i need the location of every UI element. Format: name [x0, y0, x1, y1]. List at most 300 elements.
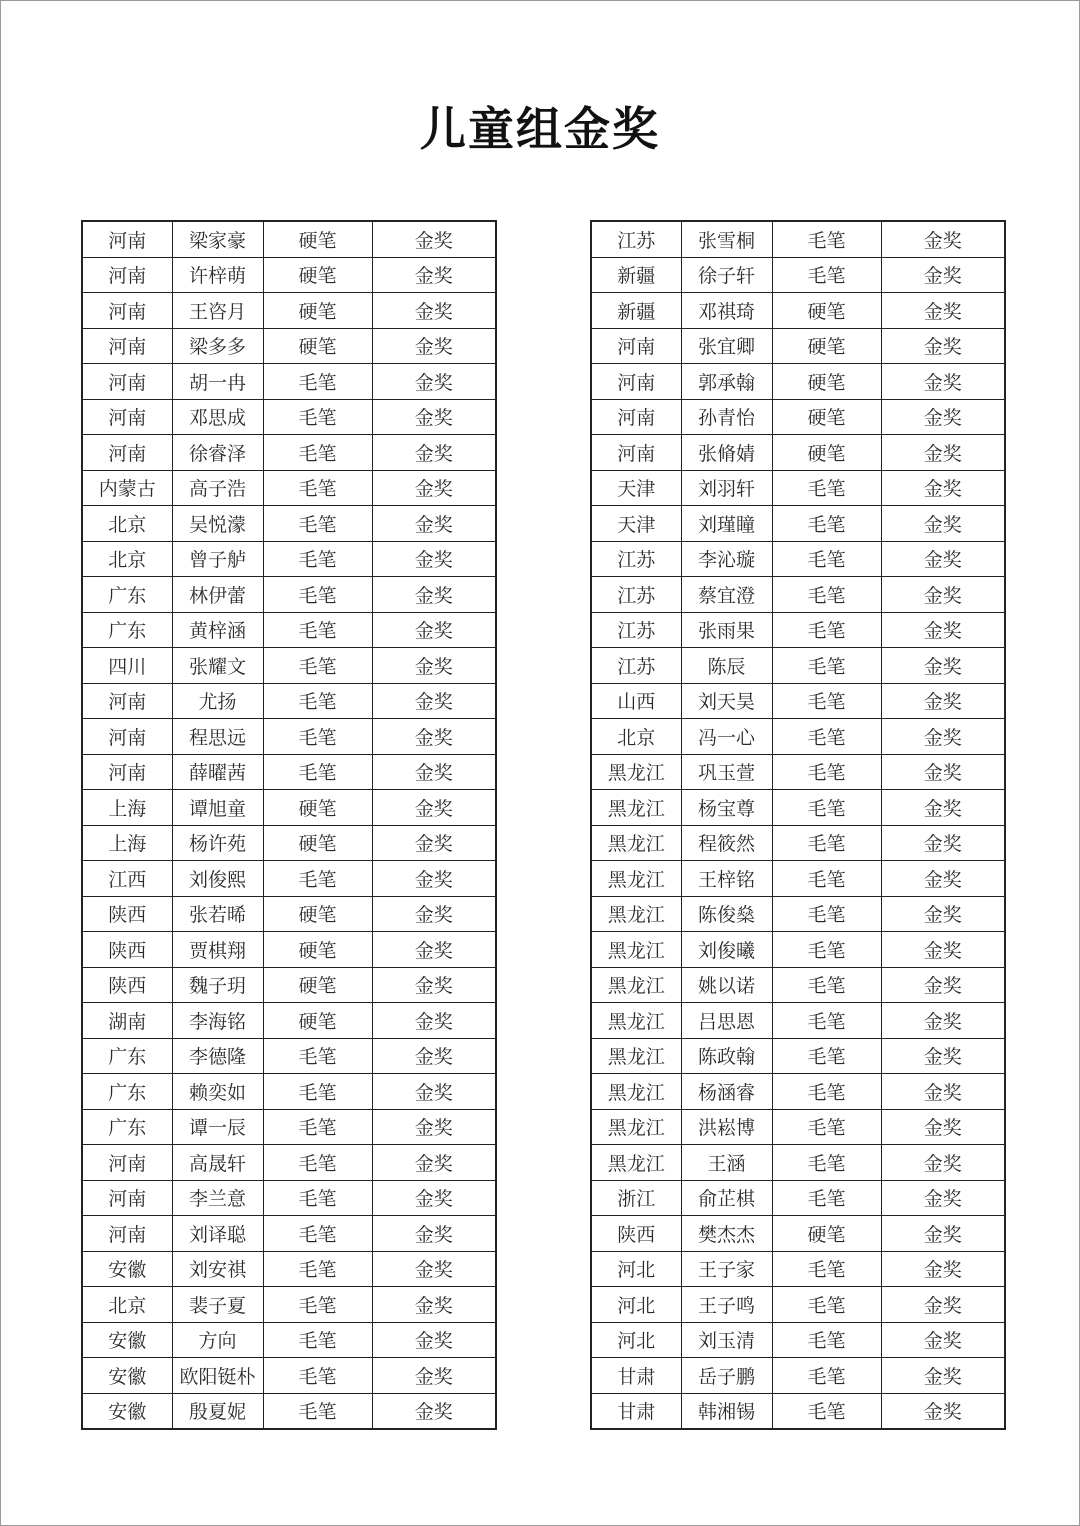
table-row — [82, 1038, 496, 1074]
name-cell: 张耀文 — [172, 648, 263, 684]
region-cell: 江苏 — [591, 577, 681, 613]
name-cell: 刘安祺 — [172, 1251, 263, 1287]
name-cell: 吴悦濛 — [172, 506, 263, 542]
region-cell: 黑龙江 — [591, 825, 681, 861]
region-cell: 河南 — [591, 435, 681, 471]
region-cell: 河北 — [591, 1322, 681, 1358]
table-row — [591, 790, 1005, 826]
region-cell: 河南 — [82, 719, 172, 755]
award-cell: 金奖 — [881, 1145, 1005, 1181]
region-cell: 黑龙江 — [591, 861, 681, 897]
region-cell: 安徽 — [82, 1393, 172, 1429]
table-row — [591, 470, 1005, 506]
table-row — [591, 1074, 1005, 1110]
table-row — [591, 648, 1005, 684]
table-row — [82, 1074, 496, 1110]
category-cell: 毛笔 — [263, 506, 372, 542]
category-cell: 毛笔 — [772, 1109, 881, 1145]
award-cell: 金奖 — [372, 683, 496, 719]
name-cell: 张宜卿 — [681, 328, 772, 364]
region-cell: 四川 — [82, 648, 172, 684]
award-cell: 金奖 — [372, 1145, 496, 1181]
category-cell: 硬笔 — [772, 328, 881, 364]
name-cell: 尤扬 — [172, 683, 263, 719]
category-cell: 毛笔 — [263, 719, 372, 755]
name-cell: 刘俊熙 — [172, 861, 263, 897]
table-row — [82, 790, 496, 826]
name-cell: 谭一辰 — [172, 1109, 263, 1145]
award-cell: 金奖 — [881, 648, 1005, 684]
award-cell: 金奖 — [881, 825, 1005, 861]
award-cell: 金奖 — [881, 470, 1005, 506]
table-row — [82, 1287, 496, 1323]
table-row — [591, 1287, 1005, 1323]
award-cell: 金奖 — [372, 293, 496, 329]
award-cell: 金奖 — [372, 1180, 496, 1216]
award-cell: 金奖 — [881, 577, 1005, 613]
table-row — [82, 1393, 496, 1429]
award-cell: 金奖 — [372, 1358, 496, 1394]
region-cell: 安徽 — [82, 1322, 172, 1358]
award-cell: 金奖 — [372, 470, 496, 506]
region-cell: 江苏 — [591, 612, 681, 648]
name-cell: 陈辰 — [681, 648, 772, 684]
region-cell: 河南 — [82, 683, 172, 719]
name-cell: 赖奕如 — [172, 1074, 263, 1110]
table-row — [82, 754, 496, 790]
name-cell: 李德隆 — [172, 1038, 263, 1074]
award-cell: 金奖 — [881, 790, 1005, 826]
award-cell: 金奖 — [372, 1216, 496, 1252]
region-cell: 广东 — [82, 1074, 172, 1110]
name-cell: 邓思成 — [172, 399, 263, 435]
award-cell: 金奖 — [881, 612, 1005, 648]
table-row — [82, 825, 496, 861]
region-cell: 北京 — [591, 719, 681, 755]
region-cell: 北京 — [82, 506, 172, 542]
award-cell: 金奖 — [372, 1287, 496, 1323]
name-cell: 洪崧博 — [681, 1109, 772, 1145]
table-row — [591, 932, 1005, 968]
award-cell: 金奖 — [881, 1322, 1005, 1358]
category-cell: 毛笔 — [263, 861, 372, 897]
category-cell: 硬笔 — [263, 293, 372, 329]
name-cell: 程筱然 — [681, 825, 772, 861]
region-cell: 河北 — [591, 1251, 681, 1287]
table-row — [82, 221, 496, 257]
category-cell: 毛笔 — [772, 932, 881, 968]
region-cell: 河南 — [591, 364, 681, 400]
region-cell: 黑龙江 — [591, 754, 681, 790]
table-row — [591, 754, 1005, 790]
category-cell: 硬笔 — [772, 399, 881, 435]
table-row — [82, 328, 496, 364]
category-cell: 毛笔 — [263, 1038, 372, 1074]
region-cell: 北京 — [82, 1287, 172, 1323]
table-row — [82, 506, 496, 542]
region-cell: 陕西 — [82, 932, 172, 968]
table-row — [591, 896, 1005, 932]
table-row — [82, 648, 496, 684]
region-cell: 河南 — [82, 399, 172, 435]
table-row — [82, 399, 496, 435]
region-cell: 河南 — [82, 1216, 172, 1252]
award-cell: 金奖 — [372, 932, 496, 968]
table-row — [591, 683, 1005, 719]
award-cell: 金奖 — [881, 1251, 1005, 1287]
name-cell: 刘羽轩 — [681, 470, 772, 506]
name-cell: 刘俊曦 — [681, 932, 772, 968]
name-cell: 蔡宜澄 — [681, 577, 772, 613]
award-cell: 金奖 — [372, 435, 496, 471]
table-row — [82, 896, 496, 932]
region-cell: 江苏 — [591, 541, 681, 577]
region-cell: 广东 — [82, 577, 172, 613]
category-cell: 硬笔 — [772, 1216, 881, 1252]
name-cell: 曾子舻 — [172, 541, 263, 577]
name-cell: 王子家 — [681, 1251, 772, 1287]
region-cell: 河南 — [82, 754, 172, 790]
award-cell: 金奖 — [372, 612, 496, 648]
table-row — [591, 257, 1005, 293]
table-row — [591, 364, 1005, 400]
name-cell: 孙青怡 — [681, 399, 772, 435]
name-cell: 张雪桐 — [681, 221, 772, 257]
category-cell: 毛笔 — [772, 1074, 881, 1110]
region-cell: 浙江 — [591, 1180, 681, 1216]
name-cell: 高子浩 — [172, 470, 263, 506]
table-row — [591, 1038, 1005, 1074]
name-cell: 许梓萌 — [172, 257, 263, 293]
category-cell: 毛笔 — [772, 1145, 881, 1181]
award-cell: 金奖 — [881, 932, 1005, 968]
category-cell: 硬笔 — [263, 790, 372, 826]
award-cell: 金奖 — [881, 1358, 1005, 1394]
name-cell: 王梓铭 — [681, 861, 772, 897]
award-cell: 金奖 — [372, 1251, 496, 1287]
category-cell: 毛笔 — [263, 1074, 372, 1110]
table-row — [82, 577, 496, 613]
region-cell: 甘肃 — [591, 1358, 681, 1394]
category-cell: 毛笔 — [772, 1358, 881, 1394]
name-cell: 冯一心 — [681, 719, 772, 755]
category-cell: 毛笔 — [263, 1287, 372, 1323]
region-cell: 北京 — [82, 541, 172, 577]
table-row — [591, 221, 1005, 257]
name-cell: 欧阳铤朴 — [172, 1358, 263, 1394]
name-cell: 李沁璇 — [681, 541, 772, 577]
name-cell: 陈政翰 — [681, 1038, 772, 1074]
name-cell: 姚以诺 — [681, 967, 772, 1003]
name-cell: 方向 — [172, 1322, 263, 1358]
award-cell: 金奖 — [881, 967, 1005, 1003]
award-cell: 金奖 — [881, 364, 1005, 400]
region-cell: 山西 — [591, 683, 681, 719]
name-cell: 王子鸣 — [681, 1287, 772, 1323]
table-row — [82, 1358, 496, 1394]
region-cell: 黑龙江 — [591, 1003, 681, 1039]
name-cell: 徐睿泽 — [172, 435, 263, 471]
table-row — [82, 364, 496, 400]
region-cell: 广东 — [82, 612, 172, 648]
award-cell: 金奖 — [372, 825, 496, 861]
award-cell: 金奖 — [372, 896, 496, 932]
region-cell: 新疆 — [591, 257, 681, 293]
region-cell: 广东 — [82, 1109, 172, 1145]
name-cell: 刘天昊 — [681, 683, 772, 719]
category-cell: 硬笔 — [772, 364, 881, 400]
award-cell: 金奖 — [881, 754, 1005, 790]
name-cell: 刘瑾瞳 — [681, 506, 772, 542]
table-row — [82, 719, 496, 755]
name-cell: 裴子夏 — [172, 1287, 263, 1323]
award-cell: 金奖 — [881, 1180, 1005, 1216]
category-cell: 硬笔 — [263, 896, 372, 932]
region-cell: 天津 — [591, 470, 681, 506]
table-row — [591, 825, 1005, 861]
category-cell: 毛笔 — [263, 1251, 372, 1287]
category-cell: 毛笔 — [772, 506, 881, 542]
award-cell: 金奖 — [881, 257, 1005, 293]
category-cell: 毛笔 — [263, 1145, 372, 1181]
category-cell: 毛笔 — [772, 861, 881, 897]
table-row — [591, 612, 1005, 648]
region-cell: 上海 — [82, 790, 172, 826]
table-row — [82, 612, 496, 648]
category-cell: 毛笔 — [263, 1180, 372, 1216]
name-cell: 李兰意 — [172, 1180, 263, 1216]
region-cell: 陕西 — [82, 896, 172, 932]
category-cell: 毛笔 — [772, 1251, 881, 1287]
table-row — [591, 1109, 1005, 1145]
award-cell: 金奖 — [372, 790, 496, 826]
category-cell: 毛笔 — [263, 612, 372, 648]
award-cell: 金奖 — [372, 1322, 496, 1358]
award-cell: 金奖 — [372, 364, 496, 400]
region-cell: 安徽 — [82, 1251, 172, 1287]
award-cell: 金奖 — [372, 541, 496, 577]
region-cell: 甘肃 — [591, 1393, 681, 1429]
category-cell: 毛笔 — [772, 683, 881, 719]
name-cell: 张雨果 — [681, 612, 772, 648]
name-cell: 邓祺琦 — [681, 293, 772, 329]
award-table-right — [590, 220, 1006, 1430]
award-cell: 金奖 — [881, 399, 1005, 435]
region-cell: 河南 — [82, 435, 172, 471]
name-cell: 岳子鹏 — [681, 1358, 772, 1394]
region-cell: 天津 — [591, 506, 681, 542]
award-cell: 金奖 — [372, 221, 496, 257]
category-cell: 毛笔 — [772, 967, 881, 1003]
name-cell: 俞芷棋 — [681, 1180, 772, 1216]
region-cell: 黑龙江 — [591, 967, 681, 1003]
name-cell: 谭旭童 — [172, 790, 263, 826]
category-cell: 硬笔 — [263, 825, 372, 861]
region-cell: 河北 — [591, 1287, 681, 1323]
name-cell: 杨许苑 — [172, 825, 263, 861]
table-row — [591, 506, 1005, 542]
table-row — [82, 1180, 496, 1216]
category-cell: 毛笔 — [263, 1109, 372, 1145]
category-cell: 毛笔 — [263, 648, 372, 684]
name-cell: 韩湘锡 — [681, 1393, 772, 1429]
region-cell: 河南 — [82, 257, 172, 293]
category-cell: 毛笔 — [772, 754, 881, 790]
award-cell: 金奖 — [881, 293, 1005, 329]
region-cell: 内蒙古 — [82, 470, 172, 506]
category-cell: 毛笔 — [772, 790, 881, 826]
category-cell: 毛笔 — [772, 1322, 881, 1358]
category-cell: 毛笔 — [772, 896, 881, 932]
table-row — [82, 1003, 496, 1039]
award-cell: 金奖 — [881, 861, 1005, 897]
category-cell: 毛笔 — [772, 257, 881, 293]
region-cell: 河南 — [82, 293, 172, 329]
region-cell: 河南 — [82, 1180, 172, 1216]
category-cell: 毛笔 — [263, 577, 372, 613]
table-row — [591, 967, 1005, 1003]
table-row — [591, 399, 1005, 435]
name-cell: 吕思恩 — [681, 1003, 772, 1039]
region-cell: 湖南 — [82, 1003, 172, 1039]
category-cell: 毛笔 — [263, 754, 372, 790]
name-cell: 王咨月 — [172, 293, 263, 329]
award-cell: 金奖 — [881, 1393, 1005, 1429]
region-cell: 黑龙江 — [591, 790, 681, 826]
award-cell: 金奖 — [372, 399, 496, 435]
category-cell: 毛笔 — [263, 1216, 372, 1252]
category-cell: 毛笔 — [263, 1393, 372, 1429]
award-cell: 金奖 — [372, 967, 496, 1003]
table-row — [591, 719, 1005, 755]
category-cell: 硬笔 — [263, 967, 372, 1003]
award-cell: 金奖 — [372, 506, 496, 542]
category-cell: 毛笔 — [263, 1322, 372, 1358]
category-cell: 硬笔 — [263, 328, 372, 364]
table-row — [591, 1358, 1005, 1394]
category-cell: 毛笔 — [772, 221, 881, 257]
table-row — [591, 1216, 1005, 1252]
name-cell: 刘译聪 — [172, 1216, 263, 1252]
name-cell: 刘玉清 — [681, 1322, 772, 1358]
table-row — [591, 577, 1005, 613]
award-cell: 金奖 — [881, 683, 1005, 719]
table-row — [82, 1322, 496, 1358]
table-row — [591, 1322, 1005, 1358]
category-cell: 硬笔 — [263, 257, 372, 293]
category-cell: 毛笔 — [263, 1358, 372, 1394]
category-cell: 毛笔 — [263, 470, 372, 506]
name-cell: 梁多多 — [172, 328, 263, 364]
category-cell: 硬笔 — [263, 1003, 372, 1039]
region-cell: 黑龙江 — [591, 1109, 681, 1145]
name-cell: 郭承翰 — [681, 364, 772, 400]
award-cell: 金奖 — [372, 1074, 496, 1110]
region-cell: 河南 — [591, 328, 681, 364]
category-cell: 毛笔 — [772, 1038, 881, 1074]
award-cell: 金奖 — [372, 577, 496, 613]
table-row — [82, 1216, 496, 1252]
table-row — [591, 1180, 1005, 1216]
category-cell: 毛笔 — [772, 1393, 881, 1429]
award-cell: 金奖 — [372, 1109, 496, 1145]
region-cell: 河南 — [82, 1145, 172, 1181]
award-cell: 金奖 — [881, 1287, 1005, 1323]
region-cell: 河南 — [591, 399, 681, 435]
table-row — [82, 1145, 496, 1181]
award-cell: 金奖 — [881, 1003, 1005, 1039]
award-cell: 金奖 — [881, 719, 1005, 755]
category-cell: 毛笔 — [772, 470, 881, 506]
category-cell: 毛笔 — [263, 435, 372, 471]
award-cell: 金奖 — [881, 896, 1005, 932]
award-cell: 金奖 — [881, 1074, 1005, 1110]
table-row — [82, 293, 496, 329]
name-cell: 杨涵睿 — [681, 1074, 772, 1110]
name-cell: 李海铭 — [172, 1003, 263, 1039]
name-cell: 黄梓涵 — [172, 612, 263, 648]
region-cell: 黑龙江 — [591, 896, 681, 932]
table-row — [82, 541, 496, 577]
award-cell: 金奖 — [372, 1393, 496, 1429]
region-cell: 河南 — [82, 364, 172, 400]
table-row — [591, 1393, 1005, 1429]
award-cell: 金奖 — [881, 221, 1005, 257]
award-cell: 金奖 — [881, 541, 1005, 577]
category-cell: 毛笔 — [263, 364, 372, 400]
name-cell: 张脩婧 — [681, 435, 772, 471]
award-cell: 金奖 — [372, 328, 496, 364]
region-cell: 安徽 — [82, 1358, 172, 1394]
name-cell: 王涵 — [681, 1145, 772, 1181]
region-cell: 黑龙江 — [591, 1145, 681, 1181]
region-cell: 江苏 — [591, 648, 681, 684]
table-row — [82, 683, 496, 719]
table-row — [591, 293, 1005, 329]
name-cell: 薛曜茜 — [172, 754, 263, 790]
region-cell: 江苏 — [591, 221, 681, 257]
name-cell: 胡一冉 — [172, 364, 263, 400]
name-cell: 张若晞 — [172, 896, 263, 932]
category-cell: 毛笔 — [772, 541, 881, 577]
category-cell: 毛笔 — [772, 1003, 881, 1039]
name-cell: 樊杰杰 — [681, 1216, 772, 1252]
name-cell: 陈俊燊 — [681, 896, 772, 932]
page-title: 儿童组金奖 — [420, 102, 660, 156]
category-cell: 硬笔 — [772, 435, 881, 471]
category-cell: 毛笔 — [263, 683, 372, 719]
table-row — [82, 1251, 496, 1287]
award-cell: 金奖 — [372, 1038, 496, 1074]
region-cell: 河南 — [82, 328, 172, 364]
name-cell: 贾棋翔 — [172, 932, 263, 968]
name-cell: 殷夏妮 — [172, 1393, 263, 1429]
name-cell: 高晟轩 — [172, 1145, 263, 1181]
award-cell: 金奖 — [372, 257, 496, 293]
category-cell: 毛笔 — [263, 541, 372, 577]
category-cell: 毛笔 — [772, 719, 881, 755]
table-row — [591, 1145, 1005, 1181]
award-cell: 金奖 — [372, 1003, 496, 1039]
table-row — [591, 435, 1005, 471]
table-row — [591, 1251, 1005, 1287]
name-cell: 魏子玥 — [172, 967, 263, 1003]
table-row — [82, 932, 496, 968]
table-row — [82, 257, 496, 293]
category-cell: 毛笔 — [772, 577, 881, 613]
category-cell: 硬笔 — [772, 293, 881, 329]
name-cell: 程思远 — [172, 719, 263, 755]
